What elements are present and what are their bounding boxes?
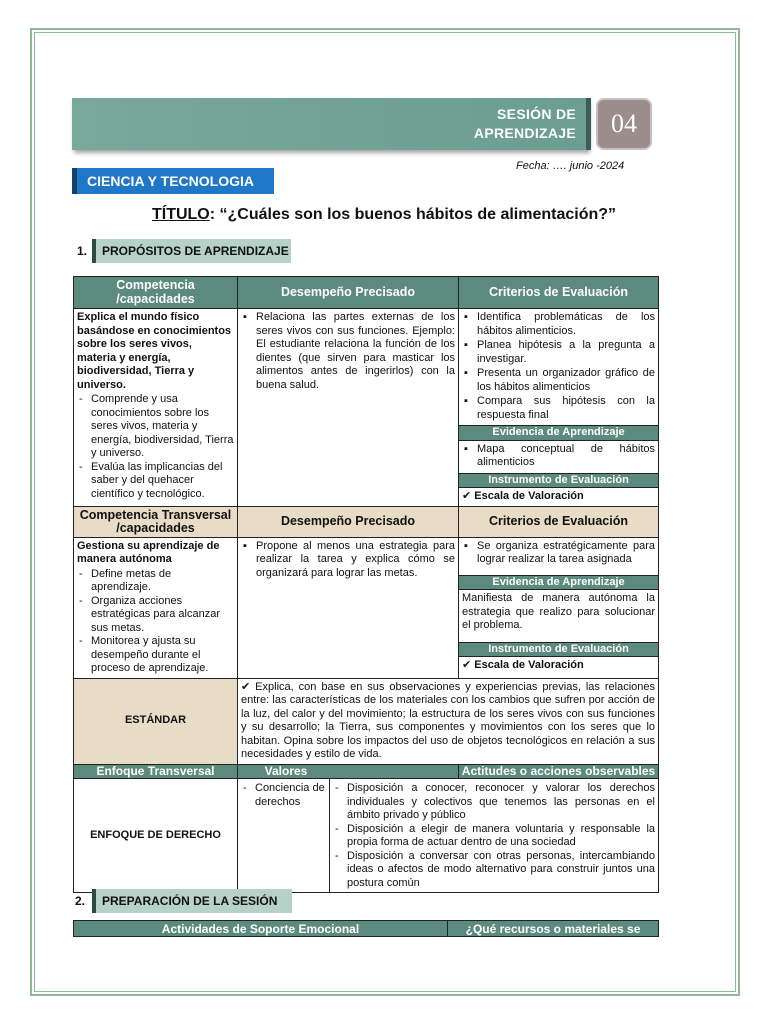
session-line-2: APRENDIZAJE bbox=[473, 125, 576, 141]
area-tag: CIENCIA Y TECNOLOGIA bbox=[72, 168, 274, 194]
desempeno-cell bbox=[238, 309, 459, 507]
criterio-transversal-cell bbox=[459, 537, 659, 575]
check-icon: ✔ bbox=[241, 680, 251, 693]
header-valores-label: Valores bbox=[264, 763, 308, 778]
actitudes-list bbox=[333, 782, 655, 890]
header-competencia: Competencia /capacidades bbox=[74, 277, 238, 309]
competencia-cell bbox=[74, 309, 238, 507]
header-recursos: ¿Qué recursos o materiales se bbox=[448, 921, 659, 937]
list-item: ▪ Compara sus hipótesis con la respuesta final bbox=[462, 395, 655, 422]
preparation-table bbox=[73, 920, 659, 937]
criterios-list bbox=[462, 311, 655, 422]
check-icon: ✔ bbox=[462, 490, 472, 502]
instrumento-transversal-cell bbox=[459, 657, 659, 678]
header-desempeno: Desempeño Precisado bbox=[238, 277, 459, 309]
valor-text: - Conciencia de derechos bbox=[241, 782, 326, 809]
instrumento-label: Instrumento de Evaluación bbox=[459, 473, 659, 488]
section-2-label: PREPARACIÓN DE LA SESIÓN bbox=[92, 889, 292, 913]
competencia-title: Explica el mundo físico basándose en conocimientos sobre los seres vivos, materia y energía, biodiversidad, Tierra y universo. bbox=[77, 311, 232, 391]
banner-divider bbox=[586, 98, 591, 150]
capacidades-list bbox=[77, 393, 234, 501]
header-valores bbox=[238, 764, 459, 779]
list-item: - Monitorea y ajusta su desempeño durante el proceso de aprendizaje. bbox=[77, 635, 234, 676]
session-line-1: SESIÓN DE bbox=[497, 106, 576, 122]
header-desempeno-2: Desempeño Precisado bbox=[238, 506, 459, 537]
estandar-text: Explica, con base en sus observaciones y experiencias previas, las relaciones entre: las características de los materiales con los cambios que sufren por acción de la luz, del calor y del movimiento; la estructura de los seres vivos con sus funciones y su desarrollo; la Tierra, sus componentes y movimientos con los seres que lo habitan. Opina sobre los impactos del uso de objetos tecnológicos en relación a sus necesidades y estilo de vida. bbox=[241, 680, 655, 760]
enfoque-detail-cell bbox=[238, 779, 659, 893]
list-item: - Comprende y usa conocimientos sobre los seres vivos, materia y energía, biodiversidad, Tierra y universo. bbox=[77, 393, 234, 461]
valor-cell bbox=[238, 779, 330, 892]
capacidades-transversal-list bbox=[77, 568, 234, 676]
header-criterios-2: Criterios de Evaluación bbox=[459, 506, 659, 537]
list-item: - Disposición a elegir de manera voluntaria y responsable la propia forma de actuar dentro de una sociedad bbox=[333, 823, 655, 850]
list-item: ▪ Planea hipótesis a la pregunta a investigar. bbox=[462, 339, 655, 366]
actitudes-cell bbox=[330, 779, 658, 892]
competencia-transversal-cell bbox=[74, 537, 238, 678]
list-item: ▪ Presenta un organizador gráfico de los hábitos alimenticios bbox=[462, 367, 655, 394]
section-1-label: PROPÓSITOS DE APRENDIZAJE bbox=[92, 239, 291, 263]
list-item: - Disposición a conocer, reconocer y valorar los derechos individuales y colectivos que tenemos las personas en el ámbito privado y público bbox=[333, 782, 655, 823]
header-enfoque: Enfoque Transversal bbox=[74, 764, 238, 779]
list-item: - Evalúa las implicancias del saber y del quehacer científico y tecnológico. bbox=[77, 461, 234, 502]
check-icon: ✔ bbox=[462, 659, 472, 672]
list-item: - Organiza acciones estratégicas para alcanzar sus metas. bbox=[77, 595, 234, 636]
session-banner-text bbox=[474, 105, 576, 143]
session-number: 04 bbox=[596, 98, 652, 150]
date-label: Fecha: …. junio -2024 bbox=[516, 160, 625, 172]
list-item: - Disposición a conversar con otras personas, intercambiando ideas o afectos de modo alternativo para construir juntos una postura común bbox=[333, 850, 655, 891]
header-soporte-emocional: Actividades de Soporte Emocional bbox=[74, 921, 448, 937]
instrumento-transversal-text: Escala de Valoración bbox=[474, 659, 584, 672]
criterios-cell bbox=[459, 309, 659, 426]
instrumento-text: Escala de Valoración bbox=[474, 490, 584, 502]
title-text: : “¿Cuáles son los buenos hábitos de alimentación?” bbox=[209, 206, 617, 223]
enfoque-name: ENFOQUE DE DERECHO bbox=[74, 779, 238, 893]
header-criterios: Criterios de Evaluación bbox=[459, 277, 659, 309]
learning-purposes-table bbox=[73, 276, 659, 893]
page-title bbox=[0, 206, 768, 224]
competencia-transversal-title: Gestiona su aprendizaje de manera autónoma bbox=[77, 539, 220, 565]
evidencia-label: Evidencia de Aprendizaje bbox=[459, 426, 659, 441]
desempeno-transversal-text: ▪ Propone al menos una estrategia para realizar la tarea y explica cómo se organizará para lograr las metas. bbox=[241, 540, 455, 581]
section-1-number: 1. bbox=[77, 244, 88, 258]
instrumento-label-2: Instrumento de Evaluación bbox=[459, 642, 659, 657]
evidencia-transversal-cell: Manifiesta de manera autónoma la estrategia que realizo para solucionar el problema. bbox=[459, 590, 659, 643]
title-label: TÍTULO bbox=[151, 206, 210, 223]
header-competencia-transversal: Competencia Transversal /capacidades bbox=[74, 506, 238, 537]
desempeno-text: ▪ Relaciona las partes externas de los seres vivos con sus funciones. Ejemplo: El estudiante relaciona la función de los dientes (que sirven para masticar los alimentos antes de ingerirlos) con la buena salud. bbox=[241, 311, 455, 392]
evidencia-cell bbox=[459, 440, 659, 473]
evidencia-label-2: Evidencia de Aprendizaje bbox=[459, 575, 659, 590]
estandar-label: ESTÁNDAR bbox=[74, 678, 238, 764]
instrumento-cell bbox=[459, 488, 659, 507]
desempeno-transversal-cell bbox=[238, 537, 459, 678]
estandar-cell bbox=[238, 678, 659, 764]
header-actitudes: Actitudes o acciones observables bbox=[459, 764, 659, 779]
session-banner bbox=[72, 98, 588, 150]
section-2-number: 2. bbox=[75, 894, 86, 908]
list-item: - Define metas de aprendizaje. bbox=[77, 568, 234, 595]
evidencia-text: ▪ Mapa conceptual de hábitos alimenticios bbox=[462, 443, 655, 470]
list-item: ▪ Identifica problemáticas de los hábitos alimenticios. bbox=[462, 311, 655, 338]
criterio-transversal-text: ▪ Se organiza estratégicamente para lograr realizar la tarea asignada bbox=[462, 540, 655, 567]
